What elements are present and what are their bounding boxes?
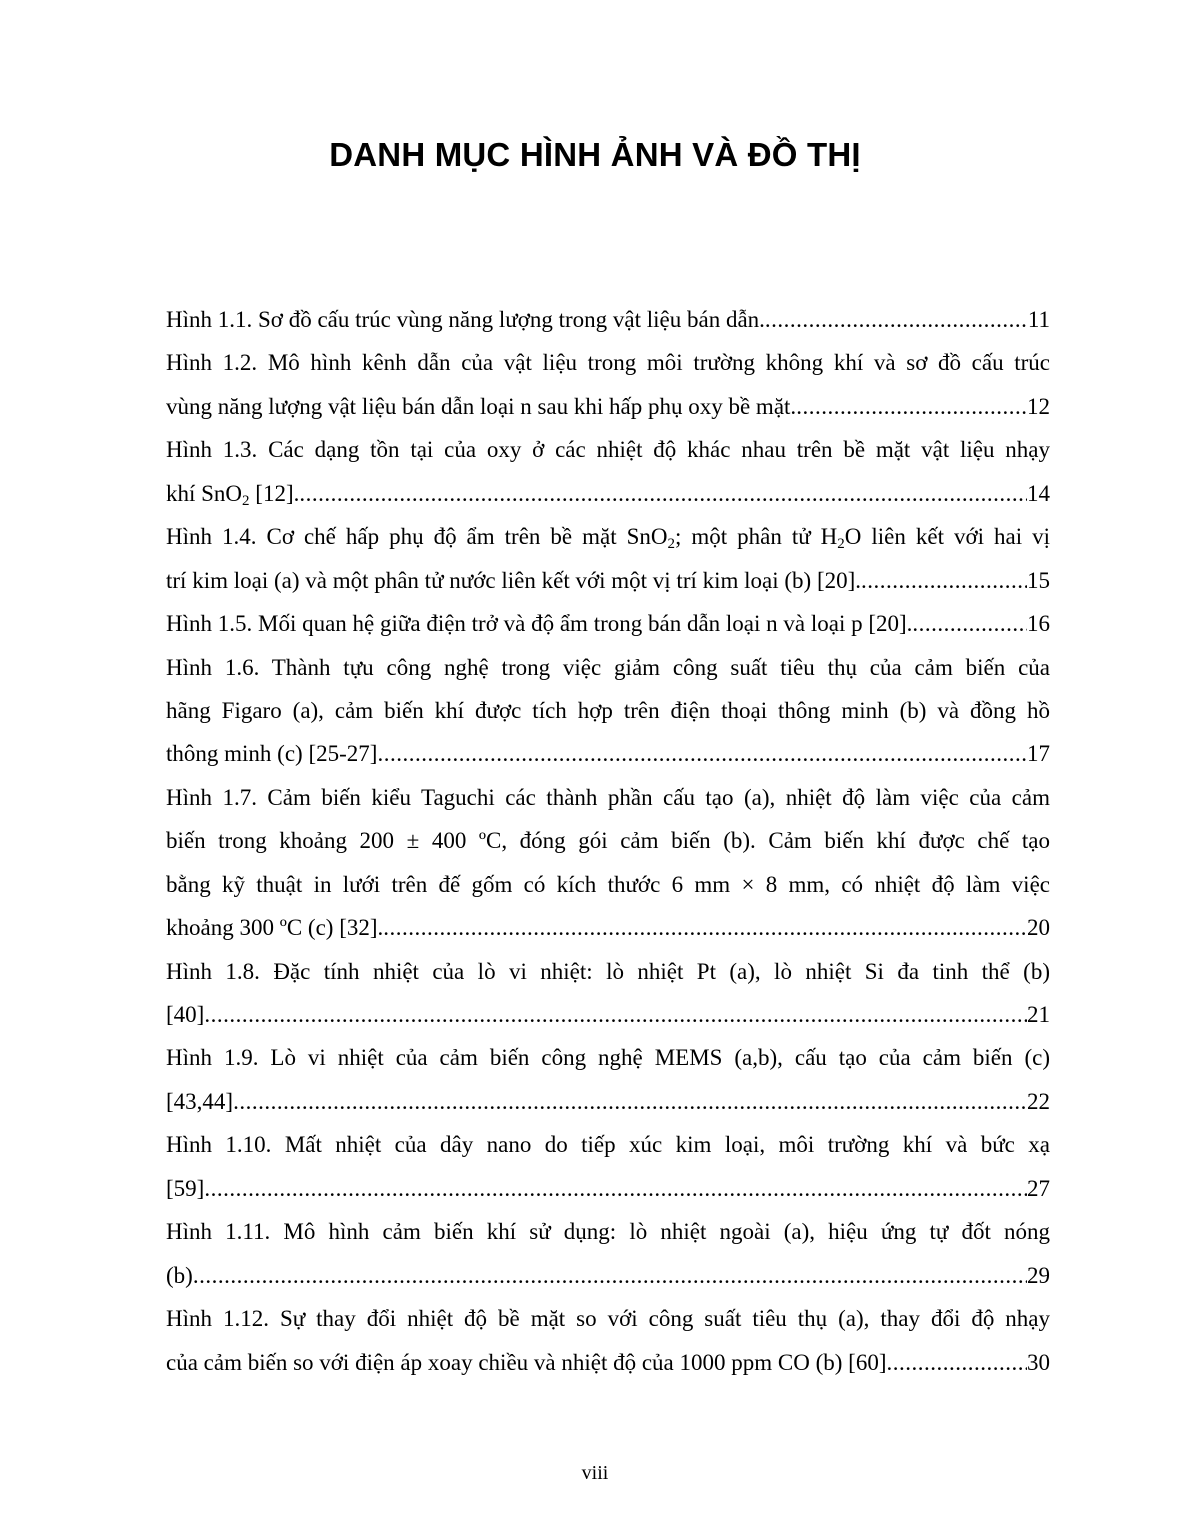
figure-entry-last-line <box>166 298 1050 341</box>
figure-entry <box>166 1123 1050 1210</box>
figure-page-number: 30 <box>1027 1349 1050 1375</box>
dot-leader <box>383 906 1027 949</box>
figure-entry-last-line <box>166 732 1050 775</box>
figure-entry <box>166 950 1050 1037</box>
figure-page-number: 29 <box>1027 1262 1050 1288</box>
dot-leader <box>887 1341 1028 1384</box>
dot-leader <box>796 385 1027 428</box>
figure-entry-last-line <box>166 602 1050 645</box>
figure-page-number: 27 <box>1027 1175 1050 1201</box>
figure-list <box>166 298 1050 1384</box>
figure-page-number: 20 <box>1027 915 1050 941</box>
figure-caption-text: (b) <box>166 1262 193 1288</box>
dot-leader <box>233 1080 1027 1123</box>
figure-caption-text: Hình 1.5. Mối quan hệ giữa điện trở và độ ẩm trong bán dẫn loại n và loại p [20]. <box>166 611 913 637</box>
dot-leader <box>377 732 1027 775</box>
figure-entry-line: bằng kỹ thuật in lưới trên đế gốm có kích thước 6 mm × 8 mm, có nhiệt độ làm việc <box>166 871 1050 897</box>
dot-leader <box>765 298 1028 341</box>
figure-page-number: 15 <box>1027 567 1050 593</box>
figure-entry-line: Hình 1.4. Cơ chế hấp phụ độ ẩm trên bề mặt SnO$_2$; một phân tử $H_2O$ liên kết với hai vị <box>166 524 1050 553</box>
figure-entry-line: Hình 1.3. Các dạng tồn tại của oxy ở các nhiệt độ khác nhau trên bề mặt vật liệu nhạy <box>166 437 1050 463</box>
figure-entry-line: Hình 1.7. Cảm biến kiểu Taguchi các thành phần cấu tạo (a), nhiệt độ làm việc của cảm <box>166 784 1050 810</box>
figure-caption-text: khí SnO$_2$ [12]. <box>166 480 300 509</box>
figure-entry-last-line <box>166 385 1050 428</box>
figure-entry <box>166 515 1050 602</box>
figure-caption-text: vùng năng lượng vật liệu bán dẫn loại n sau khi hấp phụ oxy bề mặt. <box>166 393 797 419</box>
figure-page-number: 16 <box>1027 611 1050 637</box>
figure-entry-line: Hình 1.6. Thành tựu công nghệ trong việc giảm công suất tiêu thụ của cảm biến của <box>166 654 1050 680</box>
figure-caption-text: [59] <box>166 1175 205 1201</box>
figure-entry-line: Hình 1.2. Mô hình kênh dẫn của vật liệu trong môi trường không khí và sơ đồ cấu trúc <box>166 350 1050 376</box>
figure-entry-line: Hình 1.8. Đặc tính nhiệt của lò vi nhiệt: lò nhiệt Pt (a), lò nhiệt Si đa tinh thể (b) <box>166 958 1050 984</box>
figure-entry-line: Hình 1.12. Sự thay đổi nhiệt độ bề mặt so với công suất tiêu thụ (a), thay đổi độ nhạy <box>166 1306 1050 1332</box>
dot-leader <box>912 602 1027 645</box>
figure-entry-line: Hình 1.9. Lò vi nhiệt của cảm biến công nghệ MEMS (a,b), cấu tạo của cảm biến (c) <box>166 1045 1050 1071</box>
figure-entry-last-line <box>166 472 1050 515</box>
figure-entry <box>166 298 1050 341</box>
figure-entry-line: biến trong khoảng 200 ± 400 ºC, đóng gói cảm biến (b). Cảm biến khí được chế tạo <box>166 828 1050 854</box>
figure-caption-text: thông minh (c) [25-27] <box>166 741 378 767</box>
figure-entry-line: Hình 1.11. Mô hình cảm biến khí sử dụng: lò nhiệt ngoài (a), hiệu ứng tự đốt nóng <box>166 1219 1050 1245</box>
figure-entry <box>166 428 1050 515</box>
figure-page-number: 17 <box>1027 741 1050 767</box>
figure-caption-text: khoảng 300 ºC (c) [32]. <box>166 915 384 941</box>
figure-entry-line: Hình 1.10. Mất nhiệt của dây nano do tiếp xúc kim loại, môi trường khí và bức xạ <box>166 1132 1050 1158</box>
figure-page-number: 11 <box>1027 307 1050 332</box>
figure-entry-last-line <box>166 993 1050 1036</box>
figure-entry-last-line <box>166 1080 1050 1123</box>
figure-entry <box>166 1210 1050 1297</box>
figure-caption-text: [43,44] <box>166 1088 234 1114</box>
figure-entry-line: hãng Figaro (a), cảm biến khí được tích hợp trên điện thoại thông minh (b) và đồng hồ <box>166 697 1050 723</box>
figure-entry-last-line <box>166 1254 1050 1297</box>
figure-page-number: 21 <box>1027 1002 1050 1027</box>
figure-entry-last-line <box>166 559 1050 602</box>
figure-entry-last-line <box>166 1167 1050 1210</box>
figure-page-number: 22 <box>1027 1088 1050 1114</box>
page-number: viii <box>581 1462 609 1484</box>
figure-entry <box>166 776 1050 950</box>
figure-caption-text: trí kim loại (a) và một phân tử nước liên kết với một vị trí kim loại (b) [20]. <box>166 567 862 593</box>
figure-entry-last-line <box>166 1341 1050 1384</box>
figure-entry <box>166 341 1050 428</box>
page-title: DANH MỤC HÌNH ẢNH VÀ ĐỒ THỊ <box>329 136 861 173</box>
figure-entry-last-line <box>166 906 1050 949</box>
figure-entry <box>166 1297 1050 1384</box>
figure-entry <box>166 602 1050 645</box>
figure-entry <box>166 1036 1050 1123</box>
dot-leader <box>204 993 1027 1036</box>
figure-caption-text: của cảm biến so với điện áp xoay chiều và nhiệt độ của 1000 ppm CO (b) [60] <box>166 1349 887 1375</box>
dot-leader <box>204 1167 1027 1210</box>
dot-leader <box>299 472 1027 515</box>
dot-leader <box>861 559 1027 602</box>
figure-page-number: 12 <box>1027 393 1050 419</box>
figure-caption-text: Hình 1.1. Sơ đồ cấu trúc vùng năng lượng trong vật liệu bán dẫn. <box>166 307 765 332</box>
figure-entry <box>166 646 1050 776</box>
figure-page-number: 14 <box>1027 480 1050 506</box>
dot-leader <box>193 1254 1027 1297</box>
figure-caption-text: [40] <box>166 1002 205 1027</box>
